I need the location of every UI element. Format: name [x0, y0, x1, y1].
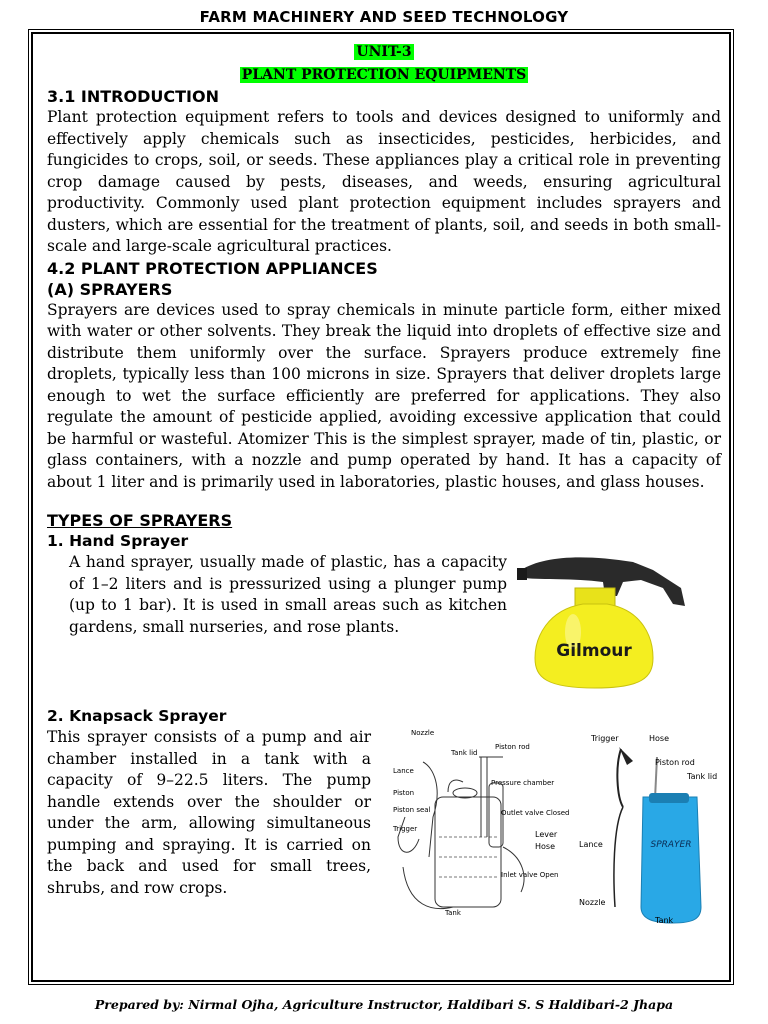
svg-text:Tank lid: Tank lid — [451, 749, 478, 757]
introduction-heading: 3.1 INTRODUCTION — [47, 87, 219, 106]
hand-sprayer-text: A hand sprayer, usually made of plastic, has a capacity of 1–2 liters and is pressurized using a plunger pump (up to 1 bar). It is used in small areas such as kitchen gardens, small nurseries, and rose plants. — [69, 553, 507, 636]
sprayers-text: Sprayers are devices used to spray chemicals in minute particle form, either mixed with water or other solvents. They break the liquid into droplets of effective size and distribute them uniformly over the surface. Sprayers produce extremely fine droplets, typically less than 100 microns in size. Sprayers that deliver droplets large enough to wet the surface efficiently are preferred for applications. They also regulate the amount of pesticide applied, avoiding excessive application that could be harmful or wasteful. Atomizer This is the simplest sprayer, made of tin, plastic, or glass containers, with a nozzle and pump operated by hand. It has a capacity of about 1 liter and is primarily used in laboratories, plastic houses, and glass houses. — [47, 300, 721, 491]
svg-text:Outlet valve Closed: Outlet valve Closed — [501, 809, 570, 817]
hand-sprayer-section — [47, 552, 721, 688]
unit-title-wrap — [47, 63, 721, 86]
brand-logo: Gilmour — [556, 641, 632, 661]
page-content — [47, 40, 721, 927]
hand-sprayer-heading: 1. Hand Sprayer — [47, 532, 189, 550]
knapsack-diagram-image — [393, 727, 718, 927]
svg-text:Piston rod: Piston rod — [655, 758, 695, 767]
knapsack-heading: 2. Knapsack Sprayer — [47, 707, 227, 725]
svg-text:Trigger: Trigger — [591, 734, 619, 743]
unit-label-wrap — [47, 40, 721, 63]
svg-text:Trigger: Trigger — [393, 825, 418, 833]
svg-text:Nozzle: Nozzle — [579, 898, 606, 907]
svg-text:Tank: Tank — [445, 909, 461, 917]
knapsack-section — [47, 727, 721, 927]
sprayer-brand: SPRAYER — [650, 840, 692, 850]
types-heading: TYPES OF SPRAYERS — [47, 511, 233, 530]
page-footer: Prepared by: Nirmal Ojha, Agriculture Instructor, Haldibari S. S Haldibari-2 Jhapa — [94, 997, 674, 1012]
svg-text:Hose: Hose — [535, 842, 555, 851]
svg-text:Lance: Lance — [393, 767, 414, 775]
unit-number: UNIT-3 — [356, 44, 412, 60]
svg-text:Piston rod: Piston rod — [495, 743, 530, 751]
svg-text:Inlet valve Open: Inlet valve Open — [501, 871, 559, 879]
sprayers-subheading: (A) SPRAYERS — [47, 279, 173, 299]
page-header: FARM MACHINERY AND SEED TECHNOLOGY — [199, 8, 569, 26]
hand-sprayer-image — [513, 548, 689, 688]
svg-text:Piston seal: Piston seal — [393, 806, 431, 814]
svg-text:Tank lid: Tank lid — [687, 772, 718, 781]
svg-text:Hose: Hose — [649, 734, 669, 743]
svg-text:Lance: Lance — [579, 840, 603, 849]
appliances-heading: 4.2 PLANT PROTECTION APPLIANCES — [47, 258, 378, 278]
svg-text:Piston: Piston — [393, 789, 415, 797]
svg-text:Nozzle: Nozzle — [411, 729, 435, 737]
unit-title: PLANT PROTECTION EQUIPMENTS — [241, 67, 527, 83]
svg-text:Pressure chamber: Pressure chamber — [491, 779, 555, 787]
introduction-text: Plant protection equipment refers to tools and devices designed to uniformly and effectively apply chemicals such as insecticides, pesticides, herbicides, and fungicides to crops, soil, or seeds. These appliances play a critical role in preventing crop damage caused by pests, diseases, and weeds, ensuring agricultural productivity. Commonly used plant protection equipment includes sprayers and dusters, which are essential for the treatment of plants, soil, and seeds in both small-scale and large-scale agricultural practices. — [47, 108, 721, 255]
knapsack-text: This sprayer consists of a pump and air chamber installed in a tank with a capacity of 9–22.5 liters. The pump handle extends over the shoulder or under the arm, allowing simultaneous pumping and spraying. It is carried on the back and used for small trees, shrubs, and row crops. — [47, 728, 371, 897]
svg-text:Tank: Tank — [655, 916, 674, 925]
svg-text:Lever: Lever — [535, 830, 558, 839]
